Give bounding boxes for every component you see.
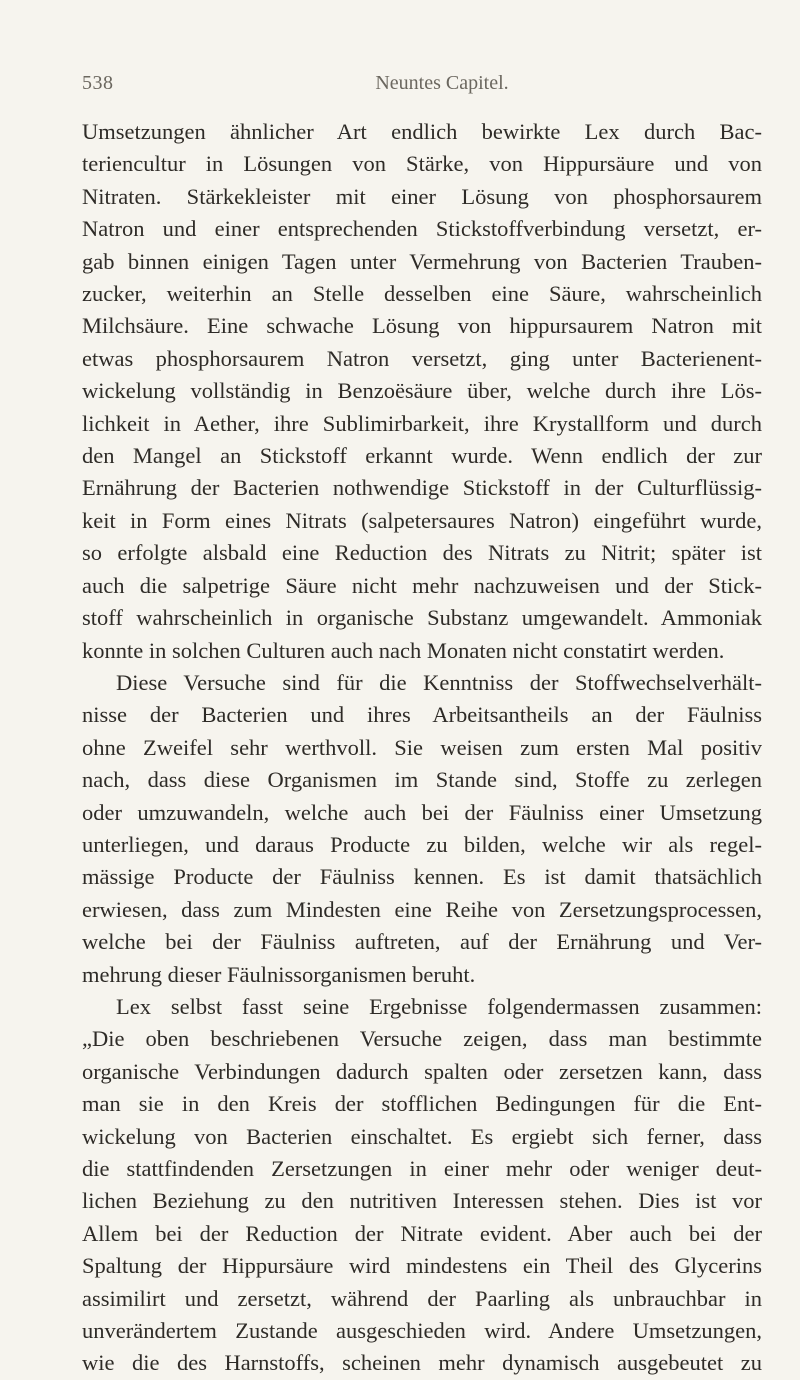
text-line: die stattfindenden Zersetzungen in einer mehr oder weniger deut- <box>82 1156 762 1181</box>
text-line: nisse der Bacterien und ihres Arbeitsantheils an der Fäulniss <box>82 702 762 728</box>
text-line: so erfolgte alsbald eine Reduction des Nitrats zu Nitrit; später ist <box>82 540 762 566</box>
text-line: unverändertem Zustande ausgeschieden wird. Andere Umsetzungen, <box>82 1318 762 1344</box>
text-line: Allem bei der Reduction der Nitrate evident. Aber auch bei der <box>82 1220 762 1246</box>
page-number: 538 <box>82 72 114 94</box>
text-line: unterliegen, und daraus Producte zu bilden, welche wir als regel- <box>82 831 762 857</box>
text-line: Diese Versuche sind für die Kenntniss der Stoffwechselverhält- <box>116 669 762 695</box>
text-line: Milchsäure. Eine schwache Lösung von hippursaurem Natron mit <box>82 313 762 339</box>
text-line: mässige Producte der Fäulniss kennen. Es ist damit thatsächlich <box>82 864 762 890</box>
text-line: Spaltung der Hippursäure wird mindestens ein Theil des Glycerins <box>82 1253 762 1279</box>
text-line: den Mangel an Stickstoff erkannt wurde. Wenn endlich der zur <box>82 443 762 469</box>
text-line: zucker, weiterhin an Stelle desselben eine Säure, wahrscheinlich <box>82 281 762 307</box>
text-line: organische Verbindungen dadurch spalten oder zersetzen kann, dass <box>82 1058 762 1084</box>
text-line: ohne Zweifel sehr werthvoll. Sie weisen zum ersten Mal positiv <box>82 734 762 760</box>
text-line: lichen Beziehung zu den nutritiven Interessen stehen. Dies ist vor <box>82 1188 762 1214</box>
text-line: wickelung von Bacterien einschaltet. Es ergiebt sich ferner, dass <box>82 1123 762 1149</box>
text-line: konnte in solchen Culturen auch nach Monaten nicht constatirt werden. <box>82 637 725 663</box>
body-text <box>82 116 762 1380</box>
text-line: welche bei der Fäulniss auftreten, auf der Ernährung und Ver- <box>82 929 762 955</box>
text-line: nach, dass diese Organismen im Stande sind, Stoffe zu zerlegen <box>82 767 762 793</box>
text-line: erwiesen, dass zum Mindesten eine Reihe von Zersetzungsprocessen, <box>82 896 762 922</box>
running-title: Neuntes Capitel. <box>375 72 509 94</box>
text-line: gab binnen einigen Tagen unter Vermehrung von Bacterien Trauben- <box>82 248 762 274</box>
text-line: auch die salpetrige Säure nicht mehr nachzuweisen und der Stick- <box>82 572 762 598</box>
page-header <box>82 72 762 108</box>
text-line: teriencultur in Lösungen von Stärke, von Hippursäure und von <box>82 151 762 177</box>
text-line: wickelung vollständig in Benzoësäure über, welche durch ihre Lös- <box>82 378 762 404</box>
text-line: lichkeit in Aether, ihre Sublimirbarkeit, ihre Krystallform und durch <box>82 410 762 436</box>
text-line: Ernährung der Bacterien nothwendige Stickstoff in der Culturflüssig- <box>82 475 762 501</box>
text-line: keit in Form eines Nitrats (salpetersaures Natron) eingeführt wurde, <box>82 507 762 533</box>
text-line: man sie in den Kreis der stofflichen Bedingungen für die Ent- <box>82 1091 762 1117</box>
text-line: oder umzuwandeln, welche auch bei der Fäulniss einer Umsetzung <box>82 799 762 825</box>
text-line: Umsetzungen ähnlicher Art endlich bewirkte Lex durch Bac- <box>82 119 762 144</box>
text-line: Lex selbst fasst seine Ergebnisse folgendermassen zusammen: <box>116 993 762 1019</box>
text-line: assimilirt und zersetzt, während der Paarling als unbrauchbar in <box>82 1285 762 1311</box>
text-line: wie die des Harnstoffs, scheinen mehr dynamisch ausgebeutet zu <box>82 1350 762 1376</box>
text-line: mehrung dieser Fäulnissorganismen beruht. <box>82 961 476 987</box>
text-line: stoff wahrscheinlich in organische Substanz umgewandelt. Ammoniak <box>82 605 762 631</box>
text-line: „Die oben beschriebenen Versuche zeigen, dass man bestimmte <box>82 1026 762 1052</box>
text-line: Natron und einer entsprechenden Stickstoffverbindung versetzt, er- <box>82 216 762 242</box>
text-line: etwas phosphorsaurem Natron versetzt, ging unter Bacterienent- <box>82 345 762 371</box>
text-line: Nitraten. Stärkekleister mit einer Lösung von phosphorsaurem <box>82 183 762 209</box>
